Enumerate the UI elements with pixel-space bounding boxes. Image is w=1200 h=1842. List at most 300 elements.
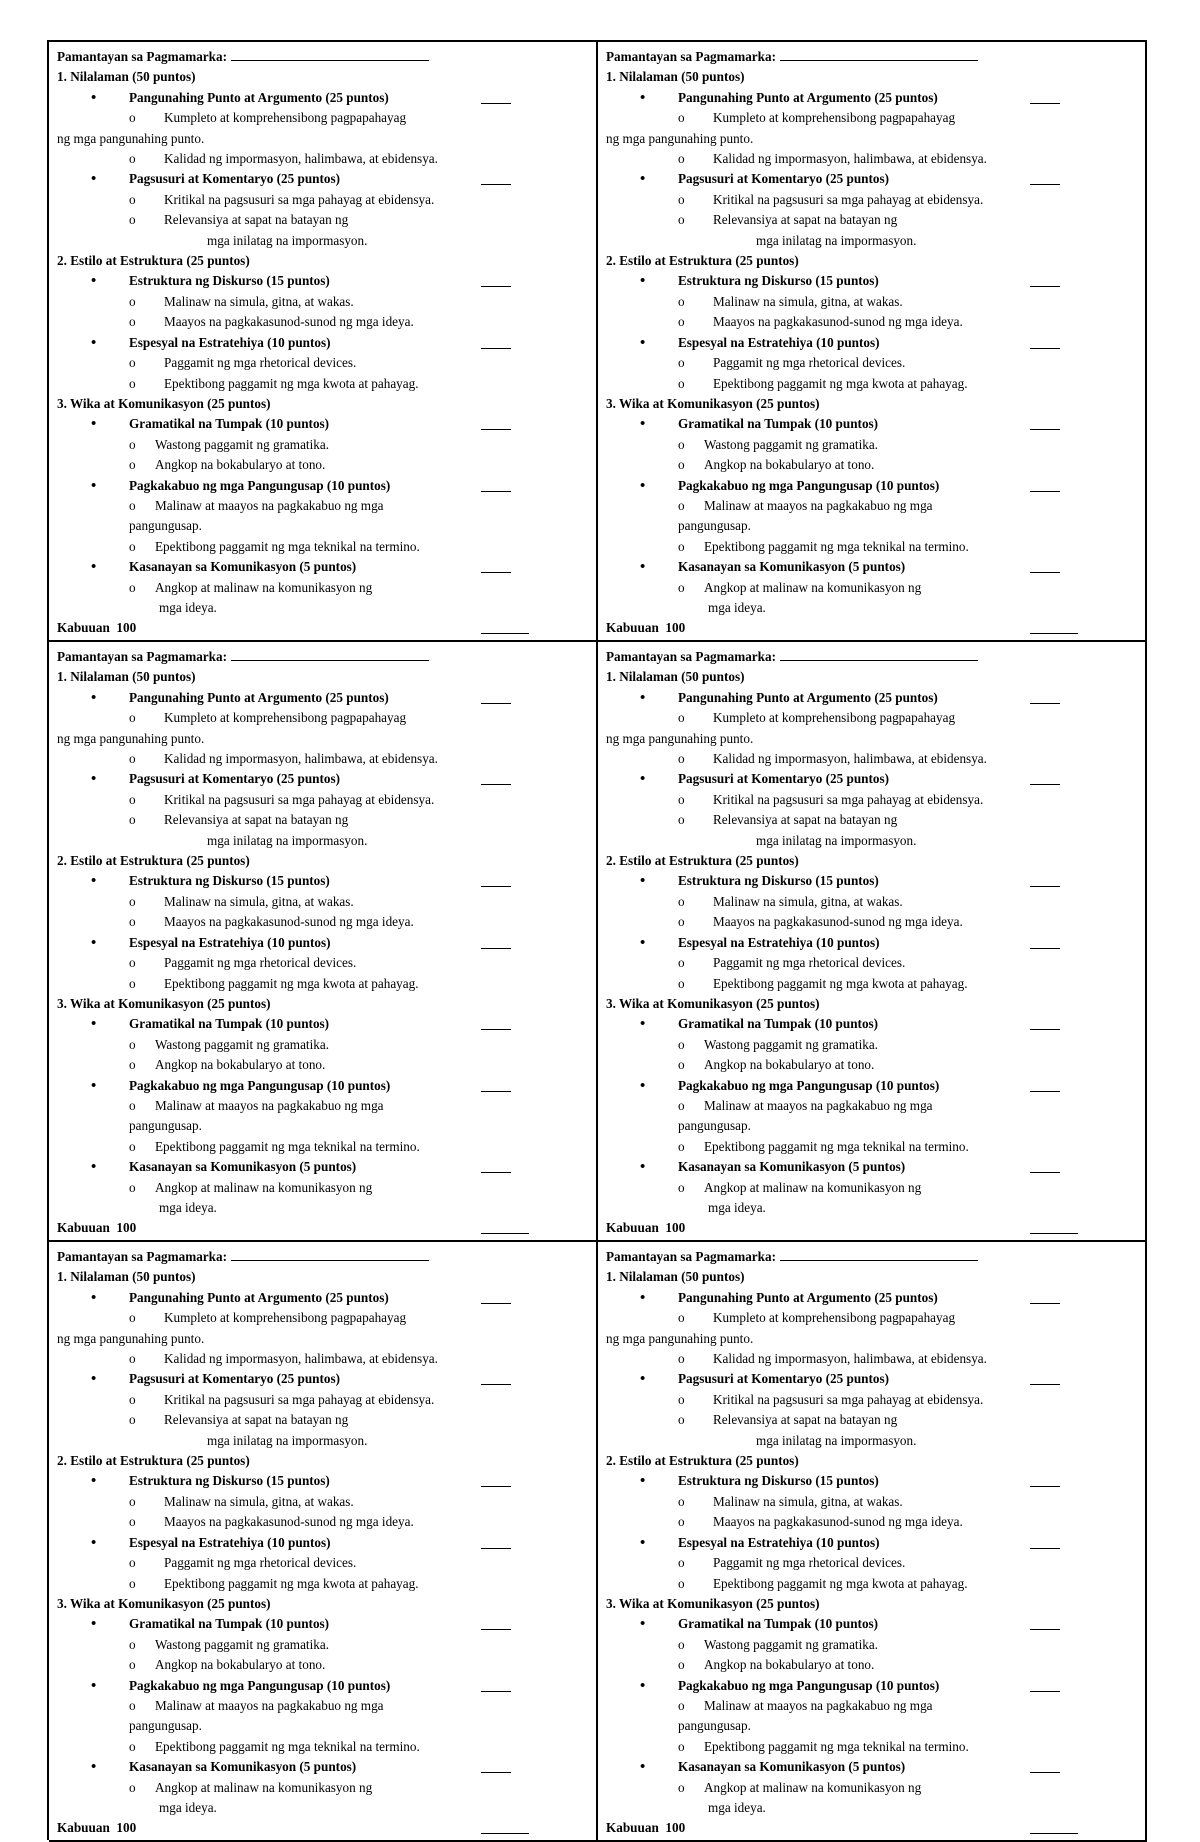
sub-item: o Epektibong paggamit ng mga kwota at pahayag.	[606, 974, 1137, 994]
score-blank	[481, 286, 511, 287]
sub-item: o Paggamit ng mga rhetorical devices.	[57, 353, 588, 373]
sub-item: o Angkop na bokabularyo at tono.	[57, 1055, 588, 1075]
sub-item-wrap: ng mga pangunahing punto.	[57, 1330, 205, 1346]
circle-icon: o	[129, 457, 136, 473]
sub-item: o Paggamit ng mga rhetorical devices.	[606, 953, 1137, 973]
sub-item: o Paggamit ng mga rhetorical devices.	[57, 1553, 588, 1573]
score-blank	[481, 491, 511, 492]
rubric-card	[49, 42, 598, 642]
sub-item: o Angkop at malinaw na komunikasyon ng	[57, 1778, 588, 1798]
circle-icon: o	[678, 1779, 685, 1795]
score-blank	[1030, 1384, 1060, 1385]
circle-icon: o	[678, 497, 685, 513]
sub-item-wrap: ng mga pangunahing punto.	[57, 730, 205, 746]
circle-icon: o	[678, 151, 685, 167]
sub-item: o Relevansiya at sapat na batayan ng	[606, 210, 1137, 230]
sub-item-wrap: mga inilatag na impormasyon.	[756, 1432, 917, 1448]
circle-icon: o	[678, 914, 685, 930]
circle-icon: o	[129, 1657, 136, 1673]
rubric-card	[49, 642, 598, 1242]
bullet-icon: •	[640, 873, 646, 890]
score-blank	[1030, 184, 1060, 185]
sub-item: o Angkop na bokabularyo at tono.	[606, 1055, 1137, 1075]
bullet-icon: •	[640, 171, 646, 188]
sub-item: o Wastong paggamit ng gramatika.	[57, 1035, 588, 1055]
criterion: • Pangunahing Punto at Argumento (25 puntos)	[57, 88, 588, 108]
name-blank	[231, 48, 429, 61]
sub-item: o Angkop at malinaw na komunikasyon ng	[606, 1778, 1137, 1798]
total-score-blank	[1030, 633, 1078, 634]
circle-icon: o	[678, 579, 685, 595]
circle-icon: o	[129, 1779, 136, 1795]
circle-icon: o	[678, 1514, 685, 1530]
sub-item: o Kumpleto at komprehensibong pagpapahayag	[57, 1308, 588, 1328]
rubric-title: Pamantayan sa Pagmamarka:	[606, 47, 1137, 67]
name-blank	[231, 1248, 429, 1261]
criterion: • Pagkakabuo ng mga Pangungusap (10 puntos)	[606, 476, 1137, 496]
sub-item: o Angkop at malinaw na komunikasyon ng	[57, 1178, 588, 1198]
section-heading: 3. Wika at Komunikasyon (25 puntos)	[57, 995, 271, 1011]
sub-item-wrap: ng mga pangunahing punto.	[606, 730, 754, 746]
circle-icon: o	[678, 955, 685, 971]
bullet-icon: •	[640, 1759, 646, 1776]
criterion: • Pagsusuri at Komentaryo (25 puntos)	[606, 769, 1137, 789]
name-blank	[780, 48, 978, 61]
name-blank	[780, 648, 978, 661]
sub-item-wrap: mga ideya.	[708, 1199, 766, 1215]
circle-icon: o	[129, 436, 136, 452]
circle-icon: o	[678, 751, 685, 767]
criterion: • Pagsusuri at Komentaryo (25 puntos)	[606, 1369, 1137, 1389]
bullet-icon: •	[640, 89, 646, 106]
circle-icon: o	[129, 1697, 136, 1713]
rubric-title: Pamantayan sa Pagmamarka:	[57, 647, 588, 667]
score-blank	[1030, 1548, 1060, 1549]
total-row: Kabuuan 100	[57, 1218, 588, 1238]
score-blank	[481, 572, 511, 573]
criterion: • Pagkakabuo ng mga Pangungusap (10 puntos)	[606, 1076, 1137, 1096]
bullet-icon: •	[91, 1534, 97, 1551]
section-heading: 1. Nilalaman (50 puntos)	[57, 1269, 196, 1285]
circle-icon: o	[678, 791, 685, 807]
criterion: • Pagsusuri at Komentaryo (25 puntos)	[57, 1369, 588, 1389]
score-blank	[481, 103, 511, 104]
sub-item: o Malinaw at maayos na pagkakabuo ng mga	[606, 1096, 1137, 1116]
circle-icon: o	[129, 791, 136, 807]
criterion: • Espesyal na Estratehiya (10 puntos)	[606, 333, 1137, 353]
bullet-icon: •	[640, 1616, 646, 1633]
sub-item: o Paggamit ng mga rhetorical devices.	[57, 953, 588, 973]
criterion: • Estruktura ng Diskurso (15 puntos)	[606, 271, 1137, 291]
bullet-icon: •	[640, 1159, 646, 1176]
score-blank	[481, 429, 511, 430]
sub-item: o Kalidad ng impormasyon, halimbawa, at ebidensya.	[606, 749, 1137, 769]
score-blank	[1030, 1772, 1060, 1773]
rubric-card	[598, 1242, 1147, 1842]
circle-icon: o	[129, 1351, 136, 1367]
bullet-icon: •	[91, 689, 97, 706]
sub-item: o Malinaw na simula, gitna, at wakas.	[606, 1492, 1137, 1512]
sub-item: o Kalidad ng impormasyon, halimbawa, at ebidensya.	[57, 149, 588, 169]
score-blank	[1030, 703, 1060, 704]
criterion: • Pangunahing Punto at Argumento (25 puntos)	[57, 1288, 588, 1308]
circle-icon: o	[678, 1036, 685, 1052]
sub-item: o Kumpleto at komprehensibong pagpapahayag	[606, 1308, 1137, 1328]
sub-item: o Relevansiya at sapat na batayan ng	[57, 210, 588, 230]
sub-item: o Relevansiya at sapat na batayan ng	[606, 1410, 1137, 1430]
score-blank	[481, 1172, 511, 1173]
circle-icon: o	[678, 710, 685, 726]
section-heading: 3. Wika at Komunikasyon (25 puntos)	[606, 995, 820, 1011]
sub-item-wrap: mga inilatag na impormasyon.	[756, 232, 917, 248]
rubric-title: Pamantayan sa Pagmamarka:	[606, 1247, 1137, 1267]
sub-item: o Kritikal na pagsusuri sa mga pahayag at ebidensya.	[606, 1390, 1137, 1410]
sub-item: o Epektibong paggamit ng mga teknikal na termino.	[606, 1737, 1137, 1757]
bullet-icon: •	[91, 1159, 97, 1176]
circle-icon: o	[129, 151, 136, 167]
circle-icon: o	[678, 1636, 685, 1652]
circle-icon: o	[678, 110, 685, 126]
bullet-icon: •	[640, 771, 646, 788]
criterion: • Espesyal na Estratehiya (10 puntos)	[57, 333, 588, 353]
bullet-icon: •	[640, 334, 646, 351]
sub-item: o Wastong paggamit ng gramatika.	[57, 1635, 588, 1655]
sub-item: o Epektibong paggamit ng mga kwota at pahayag.	[606, 374, 1137, 394]
rubric-title: Pamantayan sa Pagmamarka:	[57, 47, 588, 67]
score-blank	[1030, 1029, 1060, 1030]
score-blank	[1030, 784, 1060, 785]
criterion: • Estruktura ng Diskurso (15 puntos)	[606, 871, 1137, 891]
bullet-icon: •	[640, 1016, 646, 1033]
circle-icon: o	[129, 1493, 136, 1509]
section-heading: 2. Estilo at Estruktura (25 puntos)	[606, 853, 799, 869]
sub-item: o Kalidad ng impormasyon, halimbawa, at ebidensya.	[606, 1349, 1137, 1369]
section-heading: 1. Nilalaman (50 puntos)	[606, 669, 745, 685]
circle-icon: o	[678, 1575, 685, 1591]
sub-item: o Angkop na bokabularyo at tono.	[606, 455, 1137, 475]
criterion: • Pangunahing Punto at Argumento (25 puntos)	[57, 688, 588, 708]
sub-item: o Kalidad ng impormasyon, halimbawa, at ebidensya.	[57, 1349, 588, 1369]
circle-icon: o	[678, 375, 685, 391]
sub-item-wrap: mga ideya.	[708, 599, 766, 615]
bullet-icon: •	[640, 1289, 646, 1306]
circle-icon: o	[129, 110, 136, 126]
criterion: • Pagkakabuo ng mga Pangungusap (10 puntos)	[57, 476, 588, 496]
bullet-icon: •	[91, 559, 97, 576]
sub-item-wrap: mga inilatag na impormasyon.	[207, 232, 368, 248]
sub-item-wrap: pangungusap.	[678, 1718, 751, 1734]
sub-item: o Wastong paggamit ng gramatika.	[606, 1635, 1137, 1655]
sub-item-wrap: mga ideya.	[159, 1199, 217, 1215]
sub-item-wrap: pangungusap.	[129, 1118, 202, 1134]
sub-item: o Wastong paggamit ng gramatika.	[606, 1035, 1137, 1055]
circle-icon: o	[129, 1036, 136, 1052]
bullet-icon: •	[640, 934, 646, 951]
circle-icon: o	[129, 538, 136, 554]
criterion: • Gramatikal na Tumpak (10 puntos)	[57, 414, 588, 434]
circle-icon: o	[678, 538, 685, 554]
criterion: • Pangunahing Punto at Argumento (25 puntos)	[606, 688, 1137, 708]
bullet-icon: •	[91, 416, 97, 433]
score-blank	[481, 1629, 511, 1630]
sub-item-wrap: mga ideya.	[708, 1799, 766, 1815]
criterion: • Pagsusuri at Komentaryo (25 puntos)	[606, 169, 1137, 189]
sub-item: o Epektibong paggamit ng mga kwota at pahayag.	[57, 1574, 588, 1594]
sub-item: o Angkop at malinaw na komunikasyon ng	[57, 578, 588, 598]
circle-icon: o	[129, 955, 136, 971]
score-blank	[1030, 1691, 1060, 1692]
sub-item: o Relevansiya at sapat na batayan ng	[606, 810, 1137, 830]
sub-item: o Kalidad ng impormasyon, halimbawa, at ebidensya.	[606, 149, 1137, 169]
sub-item-wrap: pangungusap.	[678, 1118, 751, 1134]
score-blank	[1030, 948, 1060, 949]
sub-item: o Malinaw at maayos na pagkakabuo ng mga	[57, 496, 588, 516]
total-score-blank	[1030, 1233, 1078, 1234]
sub-item: o Kritikal na pagsusuri sa mga pahayag at ebidensya.	[606, 190, 1137, 210]
criterion: • Gramatikal na Tumpak (10 puntos)	[57, 1014, 588, 1034]
score-blank	[1030, 348, 1060, 349]
sub-item: o Angkop na bokabularyo at tono.	[57, 1655, 588, 1675]
sub-item: o Kritikal na pagsusuri sa mga pahayag at ebidensya.	[606, 790, 1137, 810]
score-blank	[1030, 286, 1060, 287]
circle-icon: o	[678, 436, 685, 452]
sub-item: o Maayos na pagkakasunod-sunod ng mga ideya.	[606, 1512, 1137, 1532]
criterion: • Estruktura ng Diskurso (15 puntos)	[57, 871, 588, 891]
bullet-icon: •	[91, 1077, 97, 1094]
score-blank	[481, 1029, 511, 1030]
criterion: • Estruktura ng Diskurso (15 puntos)	[57, 1471, 588, 1491]
sub-item-wrap: mga ideya.	[159, 599, 217, 615]
sub-item: o Maayos na pagkakasunod-sunod ng mga ideya.	[57, 912, 588, 932]
criterion: • Pagkakabuo ng mga Pangungusap (10 puntos)	[606, 1676, 1137, 1696]
criterion: • Kasanayan sa Komunikasyon (5 puntos)	[57, 1157, 588, 1177]
bullet-icon: •	[91, 873, 97, 890]
sub-item-wrap: pangungusap.	[129, 518, 202, 534]
section-heading: 2. Estilo at Estruktura (25 puntos)	[57, 853, 250, 869]
sub-item: o Angkop na bokabularyo at tono.	[606, 1655, 1137, 1675]
bullet-icon: •	[91, 1759, 97, 1776]
circle-icon: o	[129, 1412, 136, 1428]
sub-item: o Epektibong paggamit ng mga teknikal na termino.	[606, 537, 1137, 557]
circle-icon: o	[129, 1636, 136, 1652]
bullet-icon: •	[640, 1473, 646, 1490]
sub-item-wrap: ng mga pangunahing punto.	[606, 1330, 754, 1346]
total-row: Kabuuan 100	[606, 1818, 1137, 1838]
bullet-icon: •	[640, 1077, 646, 1094]
total-score-blank	[481, 1233, 529, 1234]
sub-item: o Maayos na pagkakasunod-sunod ng mga ideya.	[606, 912, 1137, 932]
circle-icon: o	[129, 1138, 136, 1154]
sub-item-wrap: mga ideya.	[159, 1799, 217, 1815]
sub-item: o Kumpleto at komprehensibong pagpapahayag	[57, 708, 588, 728]
bullet-icon: •	[91, 89, 97, 106]
sub-item: o Kumpleto at komprehensibong pagpapahayag	[606, 708, 1137, 728]
circle-icon: o	[129, 1391, 136, 1407]
bullet-icon: •	[91, 1289, 97, 1306]
score-blank	[481, 784, 511, 785]
circle-icon: o	[129, 1310, 136, 1326]
bullet-icon: •	[91, 771, 97, 788]
criterion: • Estruktura ng Diskurso (15 puntos)	[606, 1471, 1137, 1491]
total-row: Kabuuan 100	[57, 1818, 588, 1838]
criterion: • Kasanayan sa Komunikasyon (5 puntos)	[606, 1757, 1137, 1777]
total-row: Kabuuan 100	[606, 1218, 1137, 1238]
criterion: • Gramatikal na Tumpak (10 puntos)	[606, 1014, 1137, 1034]
sub-item: o Maayos na pagkakasunod-sunod ng mga ideya.	[57, 312, 588, 332]
circle-icon: o	[678, 191, 685, 207]
circle-icon: o	[129, 191, 136, 207]
section-heading: 1. Nilalaman (50 puntos)	[57, 669, 196, 685]
total-score-blank	[481, 633, 529, 634]
circle-icon: o	[129, 355, 136, 371]
sub-item: o Epektibong paggamit ng mga kwota at pahayag.	[606, 1574, 1137, 1594]
sub-item: o Malinaw na simula, gitna, at wakas.	[606, 892, 1137, 912]
sub-item: o Epektibong paggamit ng mga teknikal na termino.	[57, 1137, 588, 1157]
score-blank	[1030, 491, 1060, 492]
circle-icon: o	[678, 1697, 685, 1713]
score-blank	[481, 1691, 511, 1692]
criterion: • Espesyal na Estratehiya (10 puntos)	[606, 1533, 1137, 1553]
circle-icon: o	[678, 1310, 685, 1326]
section-heading: 1. Nilalaman (50 puntos)	[606, 69, 745, 85]
sub-item: o Epektibong paggamit ng mga teknikal na termino.	[57, 1737, 588, 1757]
sub-item-wrap: ng mga pangunahing punto.	[57, 130, 205, 146]
sub-item: o Malinaw na simula, gitna, at wakas.	[57, 1492, 588, 1512]
circle-icon: o	[678, 1391, 685, 1407]
circle-icon: o	[678, 1412, 685, 1428]
bullet-icon: •	[640, 559, 646, 576]
score-blank	[481, 886, 511, 887]
circle-icon: o	[678, 1138, 685, 1154]
criterion: • Kasanayan sa Komunikasyon (5 puntos)	[57, 1757, 588, 1777]
sub-item: o Paggamit ng mga rhetorical devices.	[606, 353, 1137, 373]
circle-icon: o	[678, 293, 685, 309]
criterion: • Gramatikal na Tumpak (10 puntos)	[606, 414, 1137, 434]
score-blank	[481, 1548, 511, 1549]
score-blank	[1030, 572, 1060, 573]
circle-icon: o	[129, 751, 136, 767]
score-blank	[481, 1303, 511, 1304]
circle-icon: o	[678, 1555, 685, 1571]
circle-icon: o	[129, 710, 136, 726]
section-heading: 3. Wika at Komunikasyon (25 puntos)	[606, 1595, 820, 1611]
circle-icon: o	[678, 314, 685, 330]
score-blank	[481, 184, 511, 185]
rubric-sheet	[47, 40, 1147, 1840]
section-heading: 1. Nilalaman (50 puntos)	[606, 1269, 745, 1285]
bullet-icon: •	[91, 171, 97, 188]
criterion: • Pagsusuri at Komentaryo (25 puntos)	[57, 769, 588, 789]
total-row: Kabuuan 100	[606, 618, 1137, 638]
sub-item: o Epektibong paggamit ng mga kwota at pahayag.	[57, 974, 588, 994]
sub-item: o Kritikal na pagsusuri sa mga pahayag at ebidensya.	[57, 790, 588, 810]
criterion: • Pagsusuri at Komentaryo (25 puntos)	[57, 169, 588, 189]
sub-item: o Epektibong paggamit ng mga teknikal na termino.	[57, 537, 588, 557]
circle-icon: o	[678, 1657, 685, 1673]
circle-icon: o	[129, 314, 136, 330]
circle-icon: o	[678, 975, 685, 991]
total-row: Kabuuan 100	[57, 618, 588, 638]
bullet-icon: •	[640, 416, 646, 433]
section-heading: 2. Estilo at Estruktura (25 puntos)	[606, 1453, 799, 1469]
sub-item: o Kalidad ng impormasyon, halimbawa, at ebidensya.	[57, 749, 588, 769]
circle-icon: o	[129, 1738, 136, 1754]
criterion: • Espesyal na Estratehiya (10 puntos)	[57, 933, 588, 953]
sub-item: o Relevansiya at sapat na batayan ng	[57, 810, 588, 830]
score-blank	[1030, 1172, 1060, 1173]
circle-icon: o	[678, 1057, 685, 1073]
criterion: • Kasanayan sa Komunikasyon (5 puntos)	[606, 557, 1137, 577]
criterion: • Kasanayan sa Komunikasyon (5 puntos)	[57, 557, 588, 577]
bullet-icon: •	[91, 934, 97, 951]
criterion: • Pangunahing Punto at Argumento (25 puntos)	[606, 88, 1137, 108]
rubric-card	[598, 42, 1147, 642]
circle-icon: o	[678, 1097, 685, 1113]
circle-icon: o	[678, 893, 685, 909]
sub-item: o Relevansiya at sapat na batayan ng	[57, 1410, 588, 1430]
total-score-blank	[1030, 1833, 1078, 1834]
sub-item-wrap: pangungusap.	[129, 1718, 202, 1734]
section-heading: 3. Wika at Komunikasyon (25 puntos)	[57, 1595, 271, 1611]
sub-item: o Kumpleto at komprehensibong pagpapahayag	[606, 108, 1137, 128]
bullet-icon: •	[91, 477, 97, 494]
bullet-icon: •	[640, 273, 646, 290]
bullet-icon: •	[640, 1677, 646, 1694]
rubric-title: Pamantayan sa Pagmamarka:	[606, 647, 1137, 667]
bullet-icon: •	[640, 1371, 646, 1388]
circle-icon: o	[129, 893, 136, 909]
sub-item: o Malinaw na simula, gitna, at wakas.	[57, 892, 588, 912]
sub-item: o Epektibong paggamit ng mga kwota at pahayag.	[57, 374, 588, 394]
bullet-icon: •	[91, 1016, 97, 1033]
sub-item: o Wastong paggamit ng gramatika.	[606, 435, 1137, 455]
sub-item: o Angkop at malinaw na komunikasyon ng	[606, 1178, 1137, 1198]
bullet-icon: •	[640, 477, 646, 494]
sub-item: o Wastong paggamit ng gramatika.	[57, 435, 588, 455]
criterion: • Pangunahing Punto at Argumento (25 puntos)	[606, 1288, 1137, 1308]
criterion: • Kasanayan sa Komunikasyon (5 puntos)	[606, 1157, 1137, 1177]
name-blank	[780, 1248, 978, 1261]
criterion: • Pagkakabuo ng mga Pangungusap (10 puntos)	[57, 1676, 588, 1696]
circle-icon: o	[129, 293, 136, 309]
circle-icon: o	[129, 212, 136, 228]
score-blank	[481, 348, 511, 349]
bullet-icon: •	[91, 1473, 97, 1490]
score-blank	[1030, 1091, 1060, 1092]
circle-icon: o	[129, 1575, 136, 1591]
score-blank	[481, 703, 511, 704]
circle-icon: o	[129, 975, 136, 991]
sub-item: o Malinaw at maayos na pagkakabuo ng mga	[606, 1696, 1137, 1716]
section-heading: 2. Estilo at Estruktura (25 puntos)	[606, 253, 799, 269]
circle-icon: o	[129, 1097, 136, 1113]
sub-item: o Malinaw na simula, gitna, at wakas.	[606, 292, 1137, 312]
circle-icon: o	[129, 1057, 136, 1073]
sub-item: o Kumpleto at komprehensibong pagpapahayag	[57, 108, 588, 128]
criterion: • Espesyal na Estratehiya (10 puntos)	[57, 1533, 588, 1553]
name-blank	[231, 648, 429, 661]
score-blank	[1030, 1303, 1060, 1304]
sub-item: o Malinaw at maayos na pagkakabuo ng mga	[606, 496, 1137, 516]
score-blank	[1030, 1629, 1060, 1630]
score-blank	[1030, 429, 1060, 430]
circle-icon: o	[129, 812, 136, 828]
circle-icon: o	[678, 1738, 685, 1754]
criterion: • Gramatikal na Tumpak (10 puntos)	[606, 1614, 1137, 1634]
circle-icon: o	[129, 1514, 136, 1530]
circle-icon: o	[678, 1493, 685, 1509]
sub-item-wrap: ng mga pangunahing punto.	[606, 130, 754, 146]
